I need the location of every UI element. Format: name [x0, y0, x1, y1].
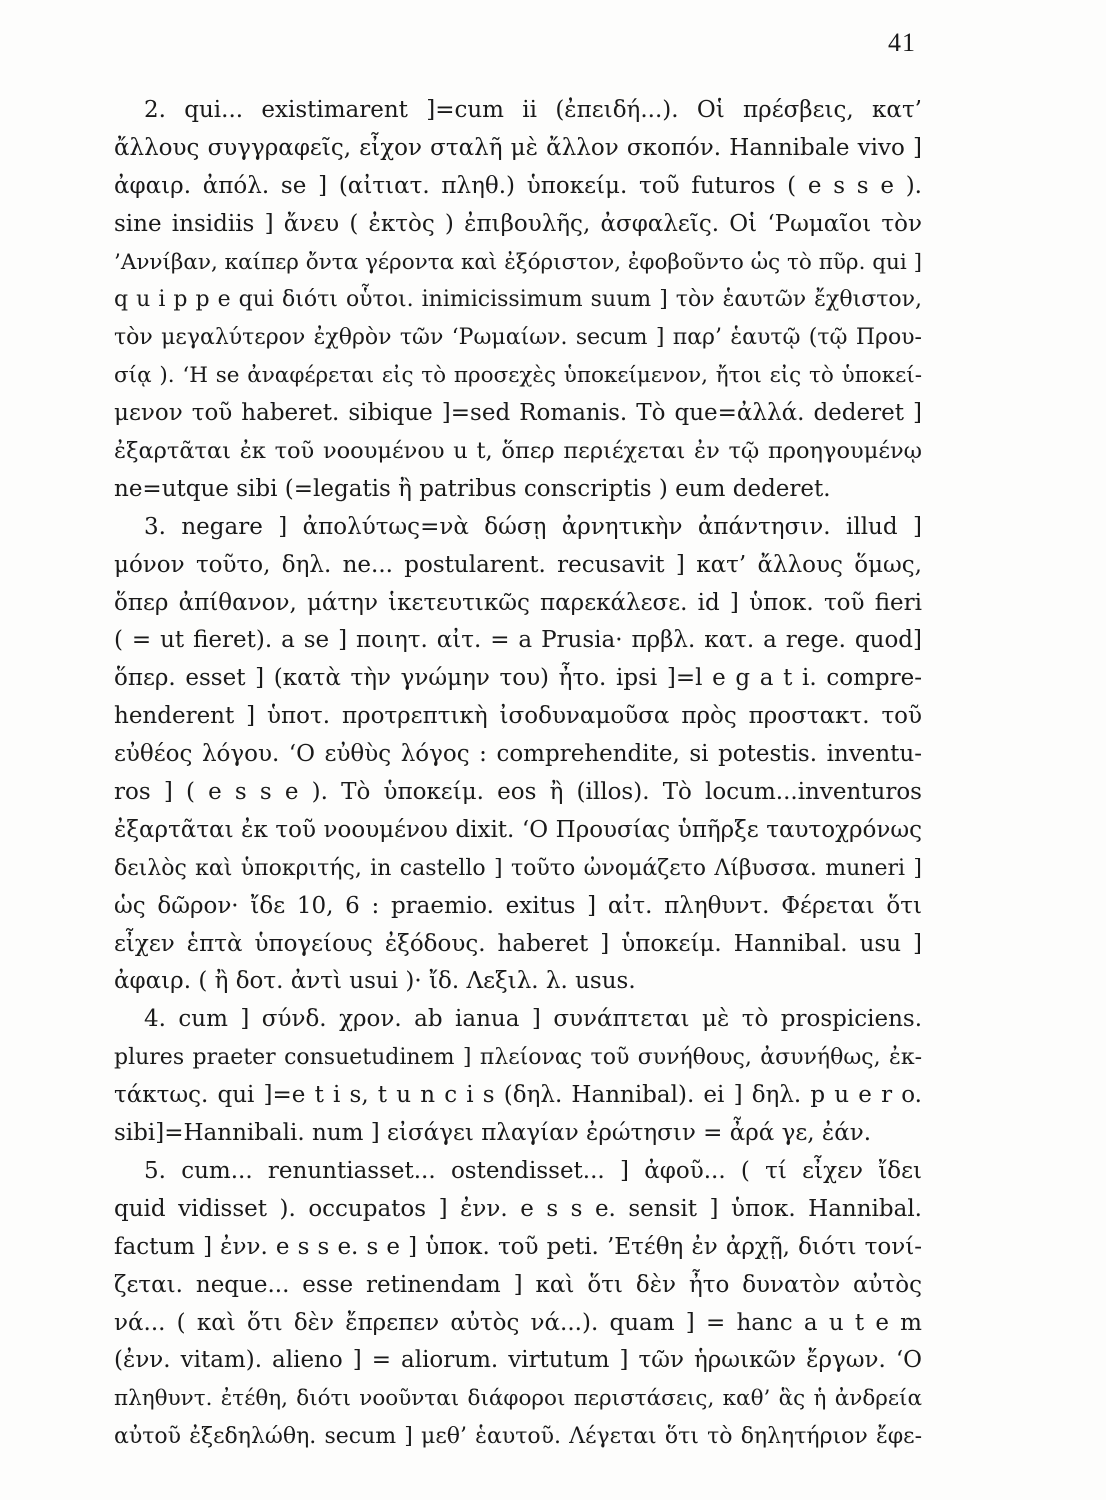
text-line: ἀφαιρ. ἀπόλ. se ] (αἰτιατ. πληθ.) ὑποκείμ. τοῦ futuros ( e s s e ).	[114, 172, 922, 199]
text-line: ros ] ( e s s e ). Τὸ ὑποκείμ. eos ἢ (illos). Τὸ locum...inventuros	[114, 779, 922, 806]
text-line: quid vidisset ). occupatos ] ἐνν. e s s e. sensit ] ὑποκ. Hannibal.	[114, 1195, 922, 1222]
text-line: τὸν μεγαλύτερον ἐχθρὸν τῶν ‘Ρωμαίων. secum ] παρ’ ἑαυτῷ (τῷ Πρου-	[114, 325, 922, 351]
text-line: 4. cum ] σύνδ. χρον. ab ianua ] συνάπτεται μὲ τὸ prospiciens.	[144, 1006, 922, 1033]
text-line: πληθυντ. ἐτέθη, διότι νοοῦνται διάφοροι περιστάσεις, καθ’ ἃς ἡ ἀνδρεία	[114, 1386, 922, 1412]
text-line: q u i p p e qui διότι οὗτοι. inimicissimum suum ] τὸν ἑαυτῶν ἔχθιστον,	[114, 287, 922, 313]
text-line: εὐθέος λόγου. ‘Ο εὐθὺς λόγος : comprehendite, si potestis. inventu-	[114, 741, 922, 768]
text-line: ζεται. neque... esse retinendam ] καὶ ὅτι δὲν ἦτο δυνατὸν αὐτὸς	[114, 1271, 922, 1298]
text-line: μόνον τοῦτο, δηλ. ne... postularent. recusavit ] κατ’ ἄλλους ὅμως,	[114, 551, 922, 578]
text-line: ’Αννίβαν, καίπερ ὄντα γέροντα καὶ ἐξόριστον, ἐφοβοῦντο ὡς τὸ πῦρ. qui ]	[114, 249, 922, 275]
text-line: αὐτοῦ ἐξεδηλώθη. secum ] μεθ’ ἑαυτοῦ. Λέγεται ὅτι τὸ δηλητήριον ἔφε-	[114, 1424, 922, 1450]
text-line: 5. cum... renuntiasset... ostendisset... ] ἀφοῦ... ( τί εἶχεν ἴδει	[144, 1157, 922, 1184]
text-line: δειλὸς καὶ ὑποκριτής, in castello ] τοῦτο ὠνομάζετο Λίβυσσα. muneri ]	[114, 855, 922, 881]
text-line: (ἐνν. vitam). alieno ] = aliorum. virtutum ] τῶν ἡρωικῶν ἔργων. ‘Ο	[114, 1347, 922, 1374]
text-line: plures praeter consuetudinem ] πλείονας τοῦ συνήθους, ἀσυνήθως, ἐκ-	[114, 1045, 922, 1071]
text-line: σίᾳ ). ‘Η se ἀναφέρεται εἰς τὸ προσεχὲς ὑποκείμενον, ἤτοι εἰς τὸ ὑποκεί-	[114, 363, 922, 389]
text-line: μενον τοῦ haberet. sibique ]=sed Romanis. Τὸ que=ἀλλά. dederet ]	[114, 400, 922, 427]
text-line: ἀφαιρ. ( ἢ δοτ. ἀντὶ usui )· ἴδ. Λεξιλ. λ. usus.	[114, 968, 636, 995]
text-line: henderent ] ὑποτ. προτρεπτικὴ ἰσοδυναμοῦσα πρὸς προστακτ. τοῦ	[114, 703, 922, 730]
page-number: 41	[888, 28, 916, 57]
text-line: 3. negare ] ἀπολύτως=νὰ δώσῃ ἀρνητικὴν ἀπάντησιν. illud ]	[144, 513, 922, 540]
text-line: ἄλλους συγγραφεῖς, εἶχον σταλῆ μὲ ἄλλον σκοπόν. Hannibale vivo ]	[114, 134, 922, 161]
text-line: factum ] ἐνν. e s s e. s e ] ὑποκ. τοῦ peti. ’Ετέθη ἐν ἀρχῇ, διότι τονί-	[114, 1233, 922, 1260]
text-line: νά... ( καὶ ὅτι δὲν ἔπρεπεν αὐτὸς νά...). quam ] = hanc a u t e m	[114, 1309, 922, 1336]
text-line: 2. qui... existimarent ]=cum ii (ἐπειδή...). Οἱ πρέσβεις, κατ’	[144, 97, 922, 123]
text-line: ὅπερ ἀπίθανον, μάτην ἱκετευτικῶς παρεκάλεσε. id ] ὑποκ. τοῦ fieri	[114, 589, 922, 616]
text-line: sine insidiis ] ἄνευ ( ἐκτὸς ) ἐπιβουλῆς, ἀσφαλεῖς. Οἱ ‘Ρωμαῖοι τὸν	[114, 210, 922, 237]
text-line: ἐξαρτᾶται ἐκ τοῦ νοουμένου u t, ὅπερ περιέχεται ἐν τῷ προηγουμένῳ	[114, 438, 922, 465]
text-line: ( = ut fieret). a se ] ποιητ. αἰτ. = a Prusia· πρβλ. κατ. a rege. quod]	[114, 627, 922, 654]
text-line: ἐξαρτᾶται ἐκ τοῦ νοουμένου dixit. ‘Ο Προυσίας ὑπῆρξε ταυτοχρόνως	[114, 816, 922, 843]
text-line: ὅπερ. esset ] (κατὰ τὴν γνώμην του) ἦτο. ipsi ]=l e g a t i. compre-	[114, 665, 922, 692]
text-line: sibi]=Hannibali. num ] εἰσάγει πλαγίαν ἐρώτησιν = ἆρά γε, ἐάν.	[114, 1120, 872, 1147]
text-line: ὡς δῶρον· ἴδε 10, 6 : praemio. exitus ] αἰτ. πληθυντ. Φέρεται ὅτι	[114, 892, 922, 919]
text-line: εἶχεν ἑπτὰ ὑπογείους ἐξόδους. haberet ] ὑποκείμ. Hannibal. usu ]	[114, 930, 922, 957]
text-line: τάκτως. qui ]=e t i s, t u n c i s (δηλ. Hannibal). ei ] δηλ. p u e r o.	[114, 1082, 922, 1109]
commentary-text	[114, 92, 922, 1456]
text-line: ne=utque sibi (=legatis ἢ patribus conscriptis ) eum dederet.	[114, 475, 831, 502]
